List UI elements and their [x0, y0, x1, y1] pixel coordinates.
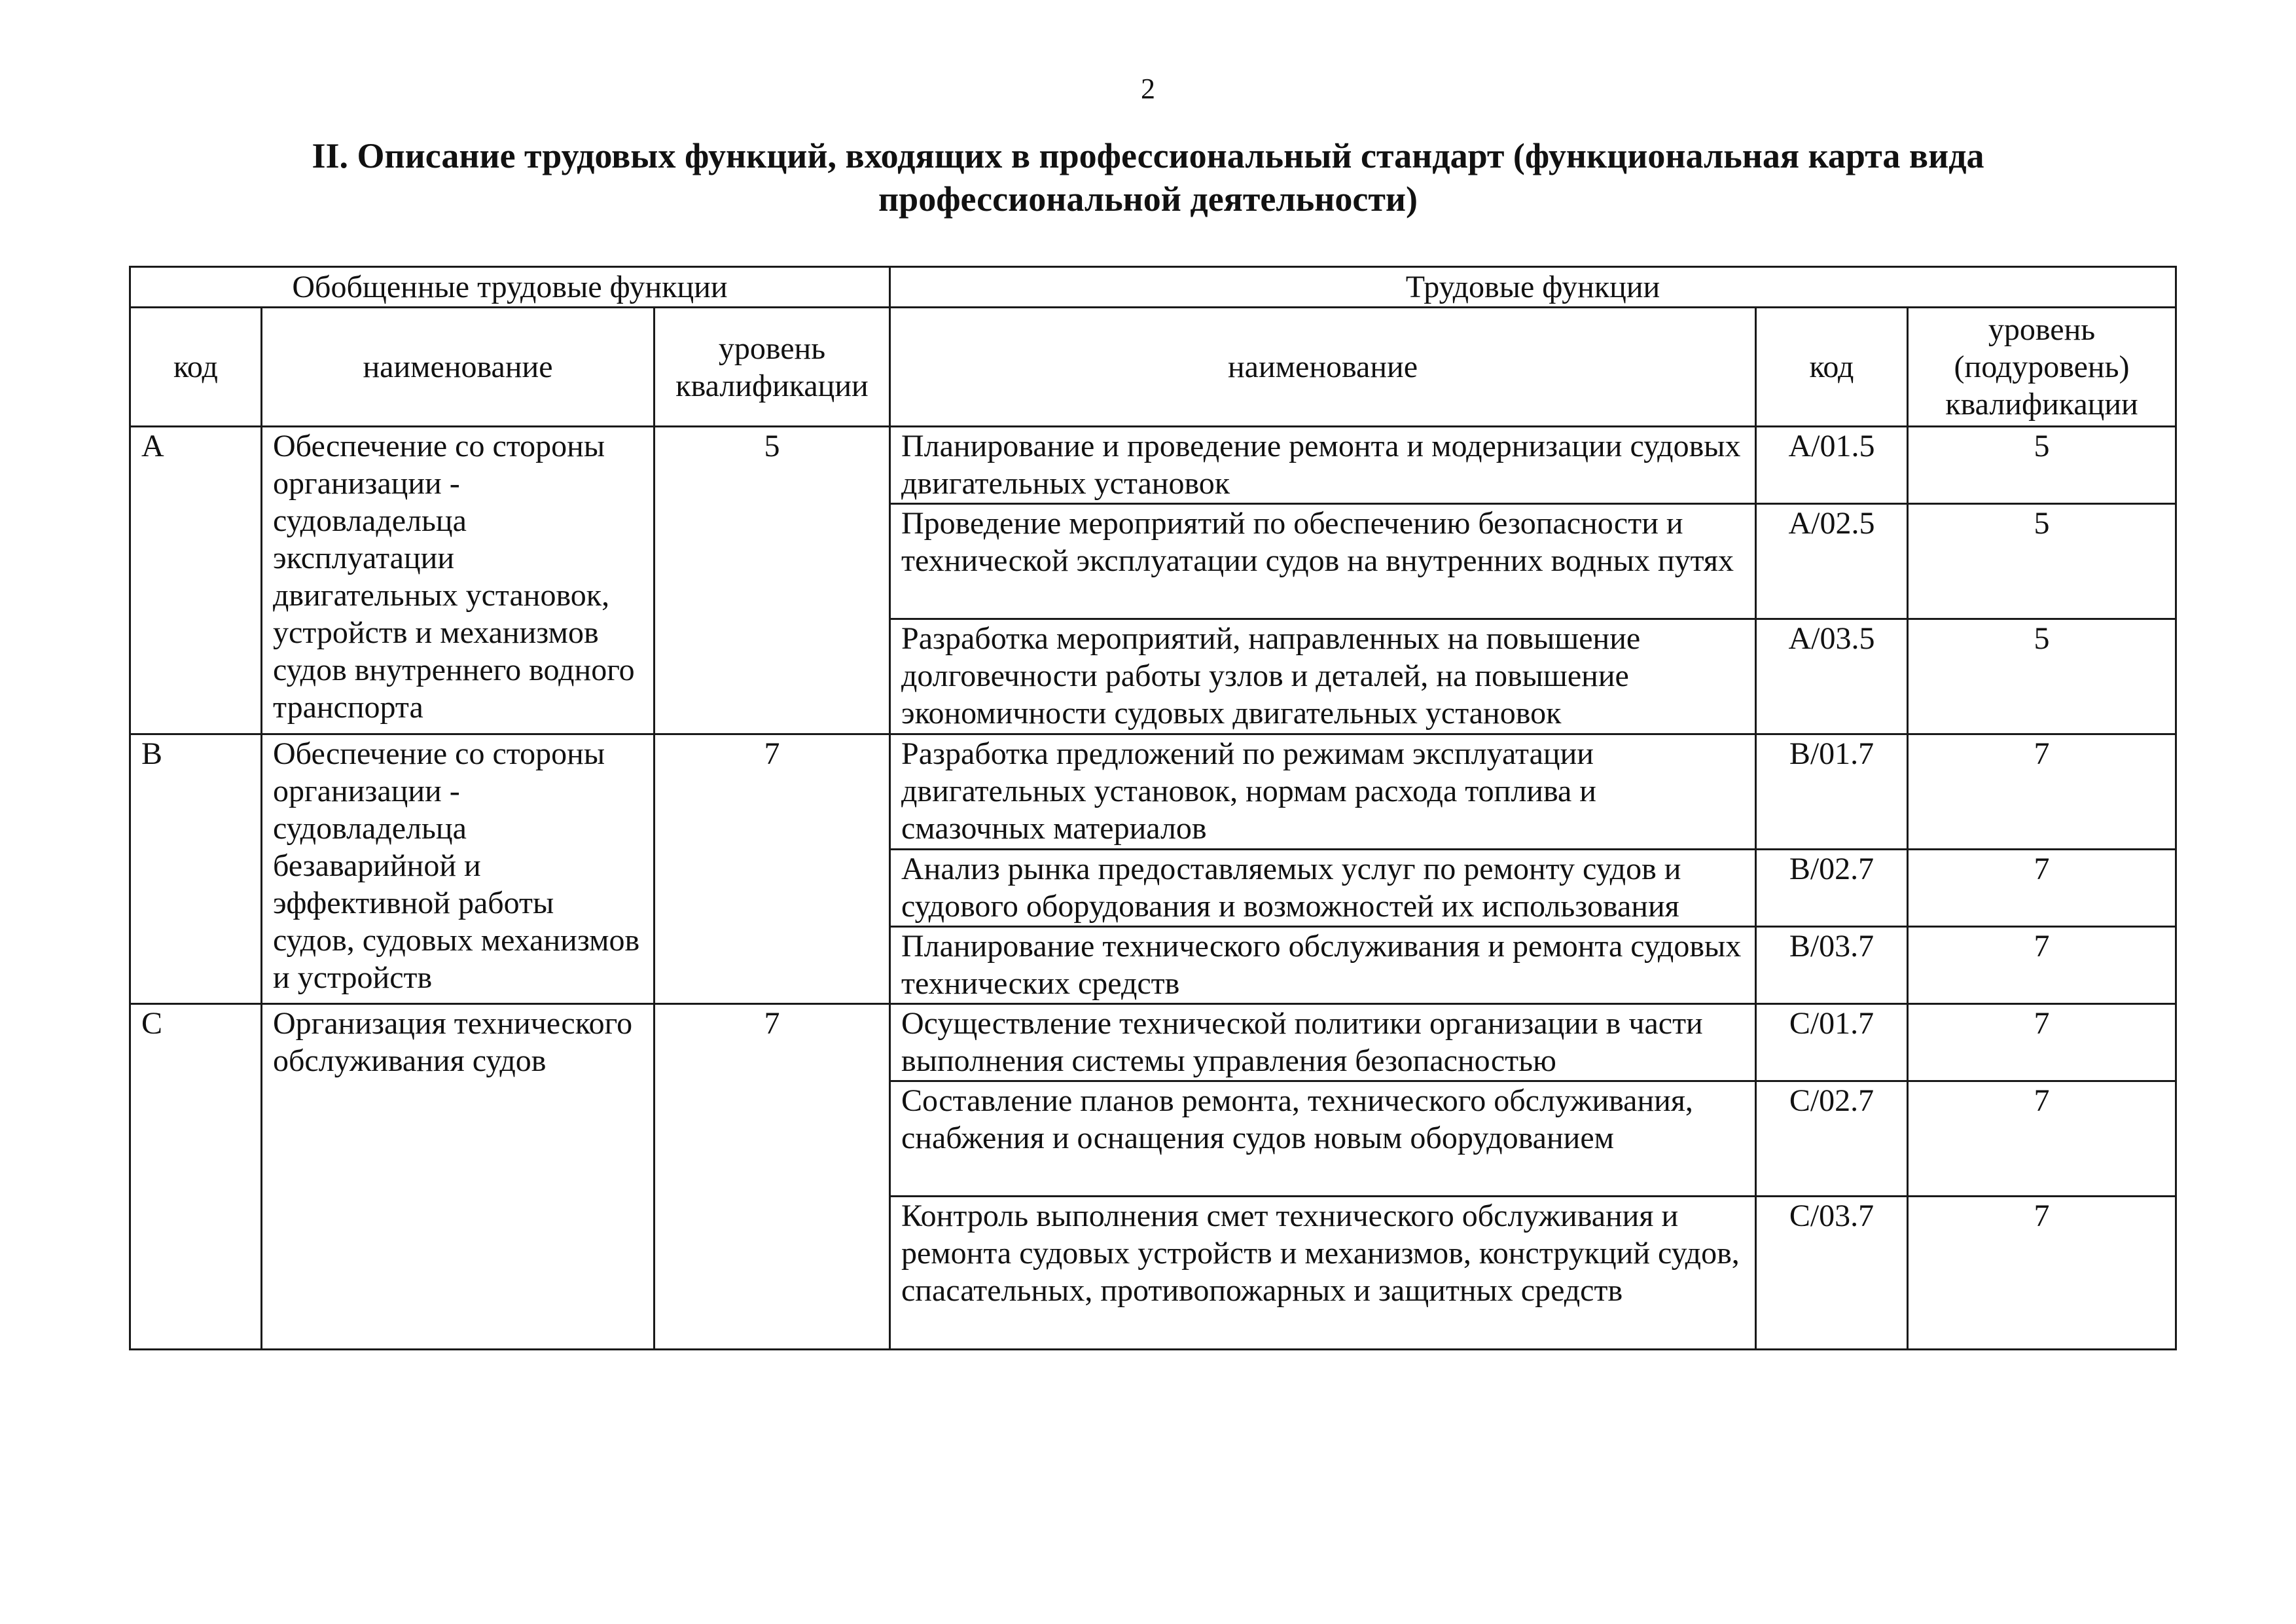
section-title: [196, 134, 2100, 221]
function-code: A/03.5: [1756, 619, 1908, 734]
table-group-header-row: [130, 267, 2176, 308]
function-name: Разработка мероприятий, направленных на повышение долговечности работы узлов и деталей, на повышение экономичности судовых двигательных установок: [890, 619, 1756, 734]
function-code: B/03.7: [1756, 927, 1908, 1004]
functional-map-table: [129, 266, 2177, 1350]
group-level: 7: [655, 1004, 890, 1350]
column-header-tf-level: уровень (подуровень) квалификации: [1908, 308, 2176, 427]
group-name: Обеспечение со стороны организации - судовладельца эксплуатации двигательных установок, устройств и механизмов судов внутреннего водного транспорта: [262, 427, 655, 734]
function-level: 7: [1908, 1197, 2176, 1350]
function-name: Разработка предложений по режимам эксплуатации двигательных установок, нормам расхода топлива и смазочных материалов: [890, 734, 1756, 850]
function-name: Проведение мероприятий по обеспечению безопасности и технической эксплуатации судов на внутренних водных путях: [890, 504, 1756, 619]
function-name: Контроль выполнения смет технического обслуживания и ремонта судовых устройств и механизмов, конструкций судов, спасательных, противопожарных и защитных средств: [890, 1197, 1756, 1350]
table-row: [130, 427, 2176, 504]
function-level: 5: [1908, 504, 2176, 619]
function-name: Составление планов ремонта, технического обслуживания, снабжения и оснащения судов новым оборудованием: [890, 1081, 1756, 1197]
group-code: C: [130, 1004, 262, 1350]
column-header-name: наименование: [262, 308, 655, 427]
function-name: Анализ рынка предоставляемых услуг по ремонту судов и судового оборудования и возможностей их использования: [890, 850, 1756, 927]
table-column-header-row: [130, 308, 2176, 427]
function-code: B/02.7: [1756, 850, 1908, 927]
function-code: A/01.5: [1756, 427, 1908, 504]
table-row: [130, 734, 2176, 850]
labor-functions-header: Трудовые функции: [890, 267, 2176, 308]
function-code: B/01.7: [1756, 734, 1908, 850]
column-header-code: код: [130, 308, 262, 427]
section-title-line-1: II. Описание трудовых функций, входящих в профессиональный стандарт (функциональная карта вида: [312, 136, 1984, 175]
function-code: C/03.7: [1756, 1197, 1908, 1350]
group-name: Организация технического обслуживания судов: [262, 1004, 655, 1350]
function-level: 5: [1908, 619, 2176, 734]
function-level: 7: [1908, 850, 2176, 927]
group-level: 7: [655, 734, 890, 1004]
function-code: C/01.7: [1756, 1004, 1908, 1081]
group-name: Обеспечение со стороны организации - судовладельца безаварийной и эффективной работы судов, судовых механизмов и устройств: [262, 734, 655, 1004]
function-level: 7: [1908, 1081, 2176, 1197]
column-header-tf-name: наименование: [890, 308, 1756, 427]
function-level: 7: [1908, 927, 2176, 1004]
group-code: A: [130, 427, 262, 734]
page-number: 2: [1141, 73, 1155, 105]
column-header-tf-code: код: [1756, 308, 1908, 427]
table-row: [130, 1004, 2176, 1081]
function-level: 7: [1908, 734, 2176, 850]
function-code: A/02.5: [1756, 504, 1908, 619]
function-name: Планирование технического обслуживания и ремонта судовых технических средств: [890, 927, 1756, 1004]
function-name: Осуществление технической политики организации в части выполнения системы управления безопасностью: [890, 1004, 1756, 1081]
column-header-level: уровень квалификации: [655, 308, 890, 427]
function-level: 7: [1908, 1004, 2176, 1081]
function-level: 5: [1908, 427, 2176, 504]
generalized-functions-header: Обобщенные трудовые функции: [130, 267, 890, 308]
section-title-line-2: профессиональной деятельности): [878, 179, 1418, 219]
group-level: 5: [655, 427, 890, 734]
function-name: Планирование и проведение ремонта и модернизации судовых двигательных установок: [890, 427, 1756, 504]
group-code: B: [130, 734, 262, 1004]
function-code: C/02.7: [1756, 1081, 1908, 1197]
